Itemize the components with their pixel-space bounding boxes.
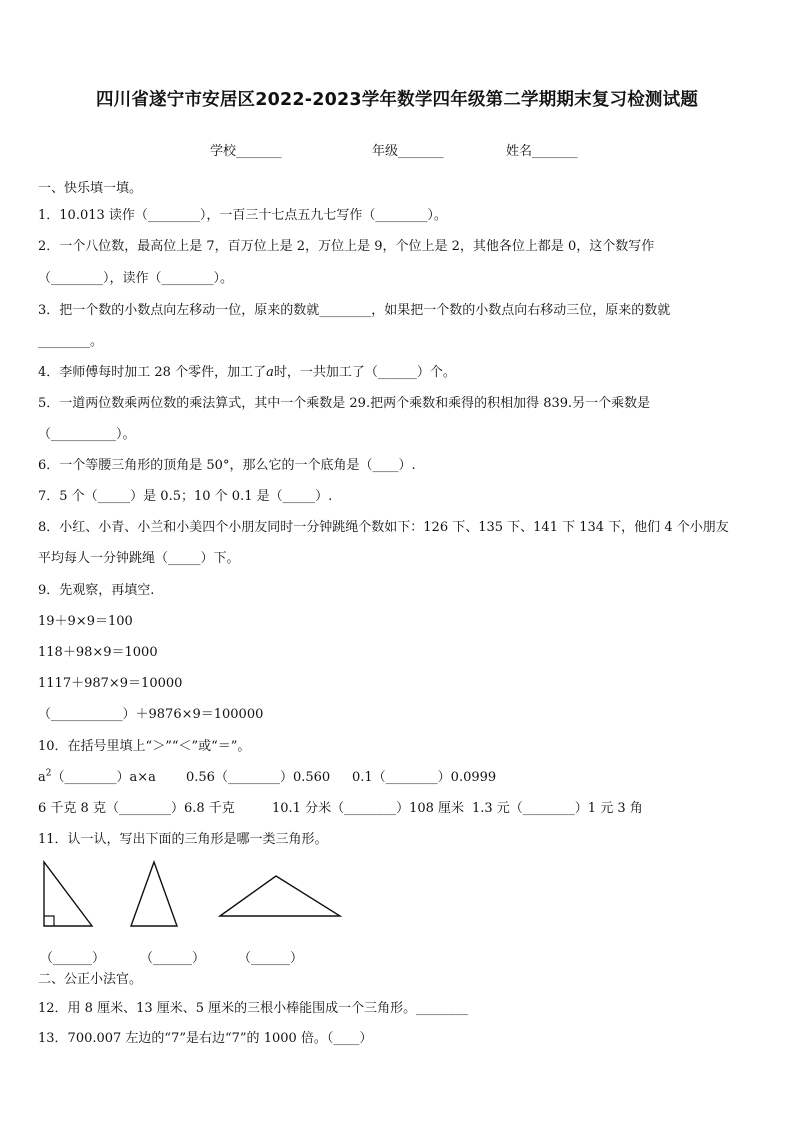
question-6: 6．一个等腰三角形的顶角是 50°，那么它的一个底角是（____）. <box>38 458 416 473</box>
question-11: 11．认一认，写出下面的三角形是哪一类三角形。 <box>38 832 328 847</box>
question-5-line-1: 5．一道两位数乘两位数的乘法算式，其中一个乘数是 29.把两个乘数和乘得的积相加得 839.另一个乘数是 <box>38 396 651 411</box>
question-10-item-1-exponent: 2 <box>45 768 52 779</box>
page-title: 四川省遂宁市安居区2022-2023学年数学四年级第二学期期末复习检测试题 <box>95 90 699 110</box>
question-13: 13．700.007 左边的“7”是右边“7”的 1000 倍。（____） <box>38 1031 373 1046</box>
question-10: 10．在括号里填上“＞”“＜”或“＝”。 <box>38 739 251 754</box>
question-8-line-2: 平均每人一分钟跳绳（_____）下。 <box>38 551 240 566</box>
question-4: 4．李师傅每时加工 28 个零件，加工了𝑎时，一共加工了（______）个。 <box>38 365 456 380</box>
question-10-item-1 <box>38 770 156 786</box>
question-3-line-1: 3．把一个数的小数点向左移动一位，原来的数就________，如果把一个数的小数点向右移动三位，原来的数就 <box>38 303 671 318</box>
question-10-item-3: 0.1（________）0.0999 <box>352 770 497 785</box>
question-11-answer-1: （______） <box>40 951 106 966</box>
question-8-line-1: 8．小红、小青、小兰和小美四个小朋友同时一分钟跳绳个数如下：126 下、135 下、141 下 134 下，他们 4 个小朋友 <box>38 520 729 535</box>
question-2-line-1: 2．一个八位数，最高位上是 7，百万位上是 2，万位上是 9，个位上是 2，其他各位上都是 0，这个数写作 <box>38 239 655 254</box>
question-1: 1．10.013 读作（________），一百三十七点五九七写作（________）。 <box>38 208 447 223</box>
question-9-equation-1: 19＋9×9＝100 <box>38 614 133 629</box>
question-9-equation-4: （___________）＋9876×9＝100000 <box>38 707 264 722</box>
section-2-heading: 二、公正小法官。 <box>38 972 143 987</box>
question-12: 12．用 8 厘米、13 厘米、5 厘米的三根小棒能围成一个三角形。________ <box>38 1001 469 1016</box>
question-2-line-2: （________），读作（________）。 <box>38 271 234 286</box>
grade-field: 年级_______ <box>372 144 444 159</box>
question-10-item-6: 1.3 元（________）1 元 3 角 <box>472 801 643 816</box>
question-10-item-1-base: a <box>38 770 46 785</box>
question-5-line-2: （__________）。 <box>38 427 136 442</box>
question-10-item-1-rest: （________）a×a <box>51 770 156 785</box>
question-11-answer-3: （______） <box>238 951 304 966</box>
question-3-line-2: ________。 <box>38 334 104 349</box>
question-10-item-4: 6 千克 8 克（________）6.8 千克 <box>38 801 235 816</box>
question-11-answer-2: （______） <box>140 951 206 966</box>
question-9-equation-3: 1117＋987×9＝10000 <box>38 676 183 691</box>
acute-triangle-figure <box>128 858 180 930</box>
question-10-item-5: 10.1 分米（________）108 厘米 <box>272 801 465 816</box>
question-7: 7．5 个（_____）是 0.5；10 个 0.1 是（_____）. <box>38 489 333 504</box>
obtuse-triangle-figure <box>216 872 344 920</box>
question-9-equation-2: 118＋98×9＝1000 <box>38 645 158 660</box>
section-1-heading: 一、快乐填一填。 <box>38 181 143 196</box>
school-field: 学校_______ <box>210 144 282 159</box>
name-field: 姓名_______ <box>506 144 578 159</box>
question-9: 9．先观察，再填空. <box>38 583 155 598</box>
question-10-item-2: 0.56（________）0.560 <box>186 770 331 785</box>
right-triangle-figure <box>40 858 96 930</box>
